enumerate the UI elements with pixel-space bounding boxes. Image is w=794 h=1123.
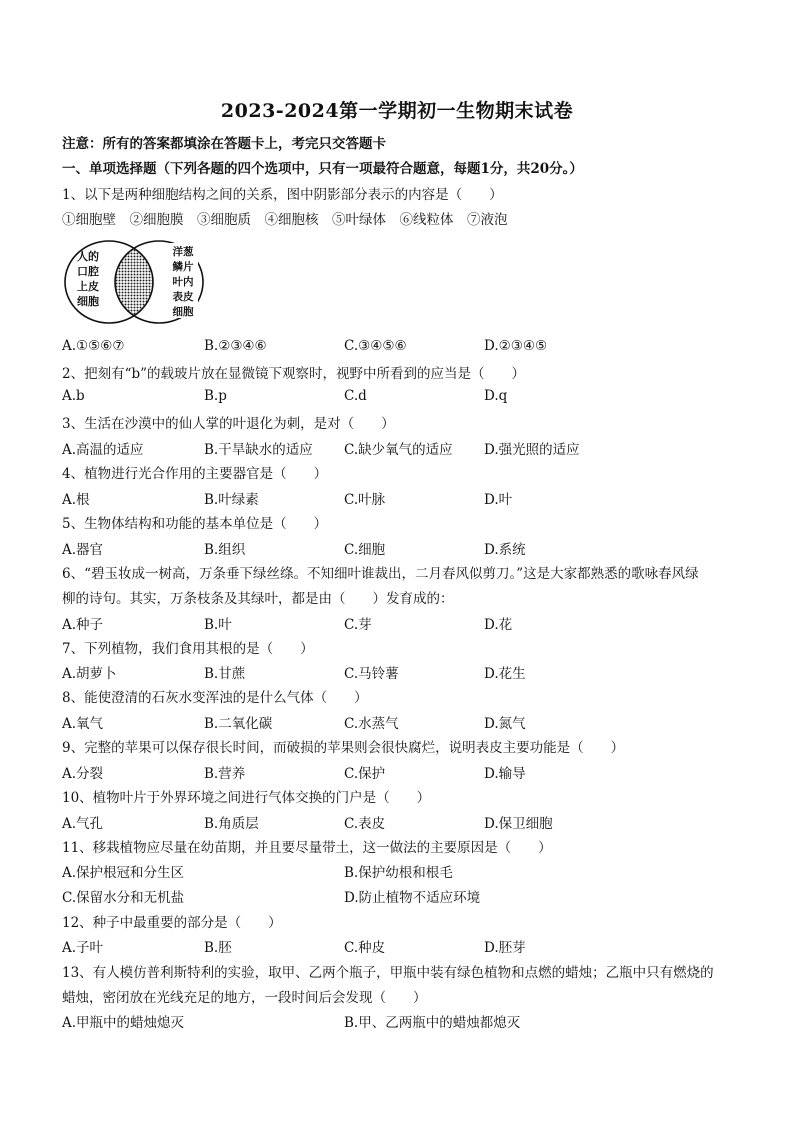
venn-left-label-1: 人的 xyxy=(77,250,99,263)
question-10-options xyxy=(62,812,742,832)
venn-right-label-4: 表皮 xyxy=(172,291,194,303)
option-b[interactable]: B.甲、乙两瓶中的蜡烛都熄灭 xyxy=(344,1015,521,1031)
question-6-options xyxy=(62,613,742,633)
option-a[interactable]: A.b xyxy=(62,388,85,404)
venn-right-label-3: 叶内 xyxy=(172,276,194,288)
option-a[interactable]: A.器官 xyxy=(62,542,104,558)
option-a[interactable]: A.高温的适应 xyxy=(62,442,144,458)
venn-left-label-4: 细胞 xyxy=(77,295,99,308)
option-a[interactable]: A.胡萝卜 xyxy=(62,666,117,682)
question-1-text: 1、以下是两种细胞结构之间的关系，图中阴影部分表示的内容是（ ） xyxy=(62,187,503,203)
option-d[interactable]: D.花 xyxy=(484,617,513,633)
page-title: 2023-2024第一学期初一生物期末试卷 xyxy=(220,100,574,122)
question-3-options xyxy=(62,438,742,458)
question-8-options xyxy=(62,712,742,732)
option-b[interactable]: B.组织 xyxy=(204,542,246,558)
option-b[interactable]: B.干旱缺水的适应 xyxy=(204,442,313,458)
option-a[interactable]: A.甲瓶中的蜡烛熄灭 xyxy=(62,1015,185,1031)
option-d[interactable]: D.叶 xyxy=(484,492,513,508)
option-d[interactable]: D.防止植物不适应环境 xyxy=(344,890,481,906)
section-heading: 一、单项选择题（下列各题的四个选项中，只有一项最符合题意，每题1分，共20分。） xyxy=(62,161,583,177)
question-5-options xyxy=(62,538,742,558)
option-a[interactable]: A.①⑤⑥⑦ xyxy=(62,338,125,354)
option-b[interactable]: B.p xyxy=(204,388,227,404)
venn-left-label-3: 上皮 xyxy=(77,280,99,293)
venn-right-label-1: 洋葱 xyxy=(172,246,194,258)
option-d[interactable]: D.q xyxy=(484,388,508,404)
option-b[interactable]: B.角质层 xyxy=(204,816,259,832)
option-c[interactable]: C.细胞 xyxy=(344,542,386,558)
venn-diagram xyxy=(64,237,204,327)
question-11-text: 11、移栽植物应尽量在幼苗期，并且要尽量带土，这一做法的主要原因是（ ） xyxy=(62,840,552,856)
option-a[interactable]: A.保护根冠和分生区 xyxy=(62,865,185,881)
question-4-text: 4、植物进行光合作用的主要器官是（ ） xyxy=(62,466,328,482)
venn-left-label-2: 口腔 xyxy=(77,265,99,278)
option-c[interactable]: C.缺少氧气的适应 xyxy=(344,442,453,458)
question-12-options xyxy=(62,936,742,956)
question-9-text: 9、完整的苹果可以保存很长时间，而破损的苹果则会很快腐烂，说明表皮主要功能是（ ） xyxy=(62,740,625,756)
question-9-options xyxy=(62,762,742,782)
option-d[interactable]: D.氮气 xyxy=(484,716,526,732)
question-13-text-cont: 蜡烛，密闭放在光线充足的地方，一段时间后会发现（ ） xyxy=(62,990,427,1006)
option-b[interactable]: B.保护幼根和根毛 xyxy=(344,865,453,881)
question-11-options-row2 xyxy=(62,886,742,906)
question-13-options xyxy=(62,1011,742,1031)
question-1-items: ①细胞壁 ②细胞膜 ③细胞质 ④细胞核 ⑤叶绿体 ⑥线粒体 ⑦液泡 xyxy=(62,212,508,228)
question-13-text: 13、有人模仿普利斯特利的实验，取甲、乙两个瓶子，甲瓶中装有绿色植物和点燃的蜡烛；乙瓶中只有燃烧的 xyxy=(62,965,714,981)
question-2-text: 2、把刻有“b”的载玻片放在显微镜下观察时，视野中所看到的应当是（ ） xyxy=(62,366,526,382)
option-d[interactable]: D.系统 xyxy=(484,542,526,558)
option-c[interactable]: C.种皮 xyxy=(344,940,386,956)
option-d[interactable]: D.胚芽 xyxy=(484,940,526,956)
question-6-text: 6、“碧玉妆成一树高，万条垂下绿丝绦。不知细叶谁裁出，二月春风似剪刀。”这是大家都熟悉的歌咏春风绿 xyxy=(62,566,699,582)
option-d[interactable]: D.②③④⑤ xyxy=(484,338,548,354)
option-c[interactable]: C.表皮 xyxy=(344,816,386,832)
question-7-options xyxy=(62,662,742,682)
option-b[interactable]: B.叶 xyxy=(204,617,232,633)
notice: 注意：所有的答案都填涂在答题卡上，考完只交答题卡 xyxy=(62,136,386,152)
option-c[interactable]: C.保护 xyxy=(344,766,386,782)
option-b[interactable]: B.营养 xyxy=(204,766,246,782)
question-6-text-cont: 柳的诗句。其实，万条枝条及其绿叶，都是由（ ）发育成的： xyxy=(62,591,454,607)
option-c[interactable]: C.③④⑤⑥ xyxy=(344,338,407,354)
question-4-options xyxy=(62,488,742,508)
option-d[interactable]: D.强光照的适应 xyxy=(484,442,580,458)
option-a[interactable]: A.根 xyxy=(62,492,90,508)
question-5-text: 5、生物体结构和功能的基本单位是（ ） xyxy=(62,516,328,532)
option-d[interactable]: D.输导 xyxy=(484,766,526,782)
option-a[interactable]: A.氧气 xyxy=(62,716,104,732)
question-11-options-row1 xyxy=(62,861,742,881)
venn-right-label-2: 鳞片 xyxy=(172,261,194,273)
option-a[interactable]: A.子叶 xyxy=(62,940,104,956)
question-12-text: 12、种子中最重要的部分是（ ） xyxy=(62,915,282,931)
option-a[interactable]: A.分裂 xyxy=(62,766,104,782)
question-7-text: 7、下列植物，我们食用其根的是（ ） xyxy=(62,641,314,657)
option-c[interactable]: C.马铃薯 xyxy=(344,666,399,682)
option-b[interactable]: B.胚 xyxy=(204,940,232,956)
venn-right-label-5: 细胞 xyxy=(172,306,194,318)
question-3-text: 3、生活在沙漠中的仙人掌的叶退化为刺，是对（ ） xyxy=(62,416,395,432)
option-d[interactable]: D.保卫细胞 xyxy=(484,816,553,832)
question-1-options xyxy=(62,338,742,358)
option-b[interactable]: B.二氧化碳 xyxy=(204,716,273,732)
option-c[interactable]: C.保留水分和无机盐 xyxy=(62,890,185,906)
question-2-options xyxy=(62,388,742,408)
option-c[interactable]: C.d xyxy=(344,388,367,404)
option-c[interactable]: C.水蒸气 xyxy=(344,716,399,732)
option-d[interactable]: D.花生 xyxy=(484,666,526,682)
option-b[interactable]: B.叶绿素 xyxy=(204,492,259,508)
question-10-text: 10、植物叶片于外界环境之间进行气体交换的门户是（ ） xyxy=(62,790,431,806)
option-a[interactable]: A.气孔 xyxy=(62,816,104,832)
question-8-text: 8、能使澄清的石灰水变浑浊的是什么气体（ ） xyxy=(62,690,368,706)
option-c[interactable]: C.叶脉 xyxy=(344,492,386,508)
option-b[interactable]: B.甘蔗 xyxy=(204,666,246,682)
option-a[interactable]: A.种子 xyxy=(62,617,104,633)
option-c[interactable]: C.芽 xyxy=(344,617,372,633)
option-b[interactable]: B.②③④⑥ xyxy=(204,338,267,354)
